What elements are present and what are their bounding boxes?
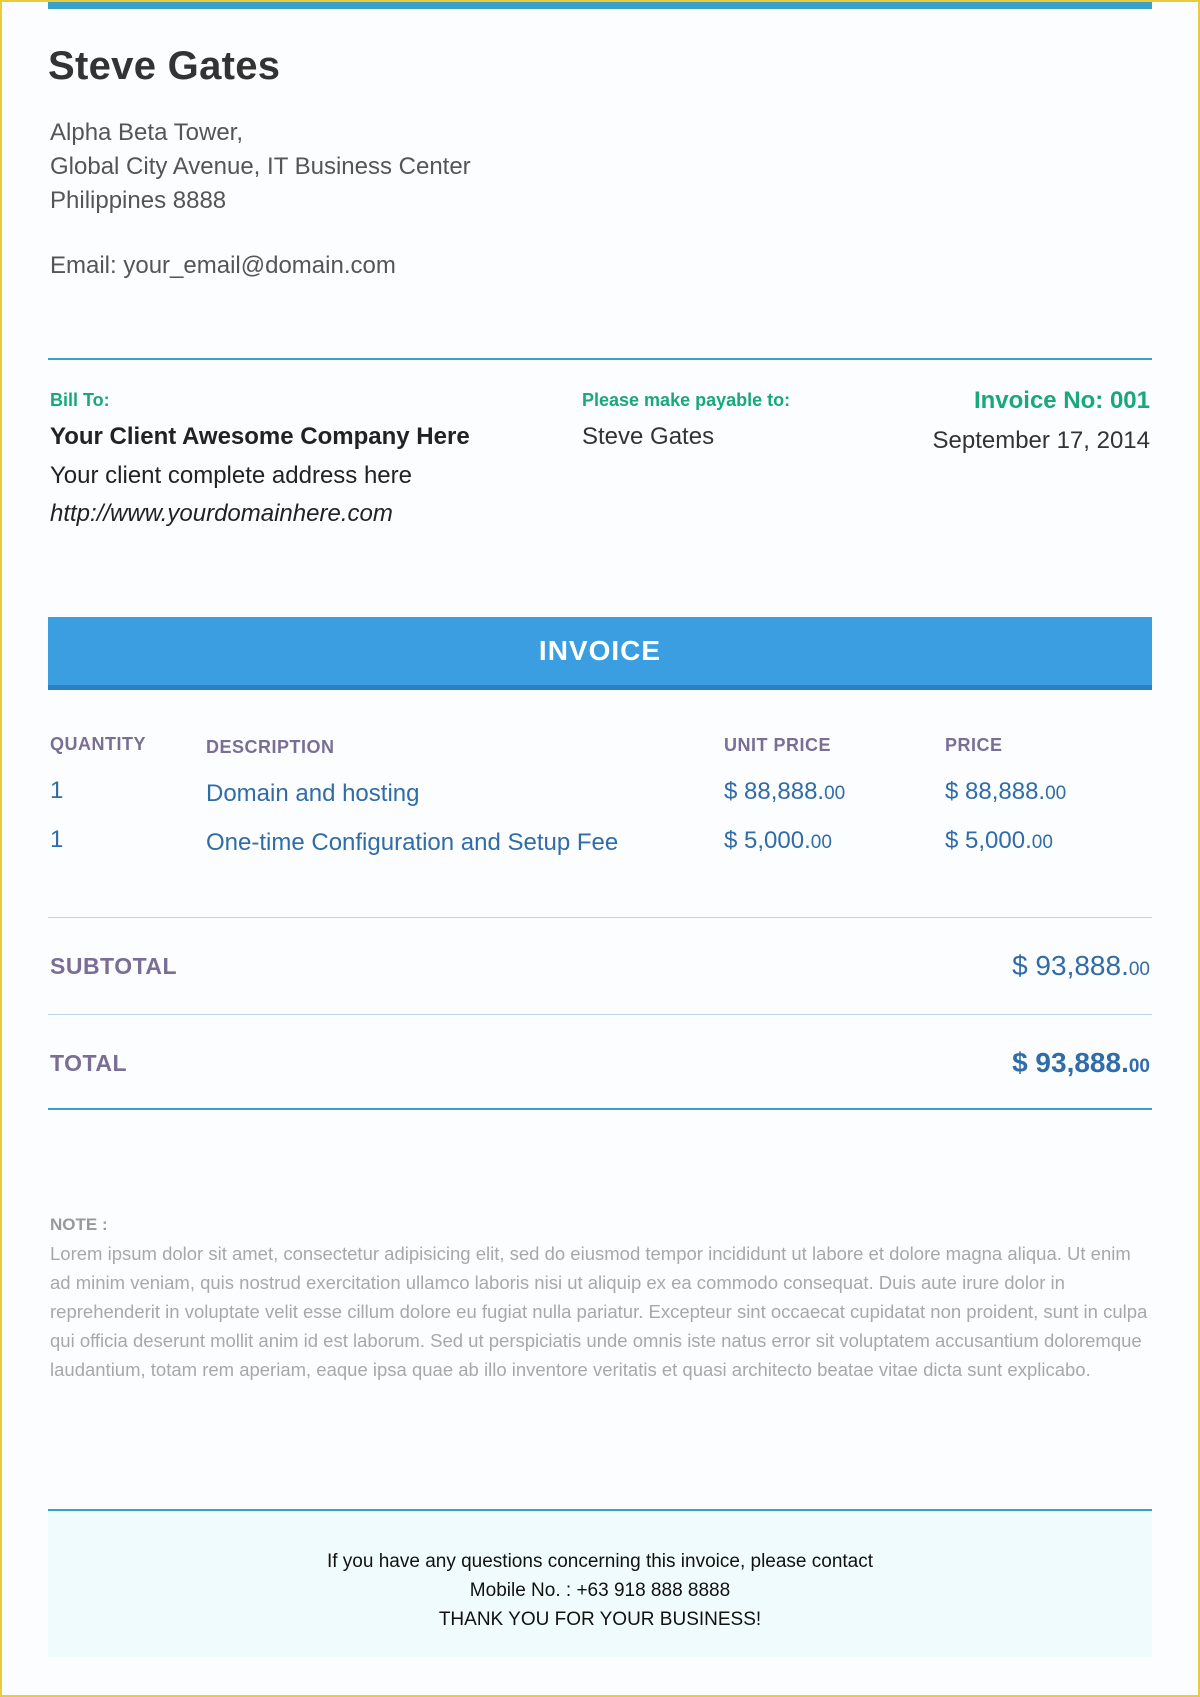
top-accent-bar [48, 2, 1152, 9]
bill-to-url[interactable]: http://www.yourdomainhere.com [50, 500, 393, 527]
payable-to-label: Please make payable to: [582, 390, 791, 410]
total-label: TOTAL [50, 1050, 128, 1076]
subtotal-label: SUBTOTAL [50, 953, 178, 979]
note-label: NOTE : [50, 1215, 108, 1234]
sender-address-line: Philippines 8888 [50, 187, 227, 214]
row-unit-price: $ 5,000.00 [724, 827, 832, 854]
payable-to-name: Steve Gates [582, 423, 715, 450]
sender-address-line: Alpha Beta Tower, [50, 119, 244, 146]
column-header-price: PRICE [945, 735, 1003, 755]
bill-to-address: Your client complete address here [50, 462, 412, 489]
row-quantity: 1 [50, 777, 64, 804]
row-unit-price: $ 88,888.00 [724, 778, 846, 805]
note-text: Lorem ipsum dolor sit amet, consectetur adipisicing elit, sed do eiusmod tempor incididunt ut labore et dolore magna aliqua. Ut enim ad minim veniam, quis nostrud exercitation ullamco laboris nisi ut aliquip ex ea commodo consequat. Duis aute irure dolor in reprehenderit in voluptate velit esse cillum dolore eu fugiat nulla pariatur. Excepteur sint occaecat cupidatat non proident, sunt in culpa qui officia deserunt mollit anim id est laborum. Sed ut perspiciatis unde omnis iste natus error sit voluptatem accusantium doloremque laudantium, totam rem aperiam, eaque ipsa quae ab illo inventore veritatis et quasi architecto beatae vitae dicta sunt explicabo. [50, 1243, 1148, 1380]
row-price: $ 88,888.00 [945, 778, 1067, 805]
divider [48, 917, 1152, 918]
row-price: $ 5,000.00 [945, 827, 1053, 854]
bill-to-company: Your Client Awesome Company Here [50, 423, 470, 450]
invoice-date: September 17, 2014 [932, 427, 1150, 454]
footer-mobile: Mobile No. : +63 918 888 8888 [469, 1580, 731, 1601]
sender-address-line: Global City Avenue, IT Business Center [50, 153, 471, 180]
invoice-banner: INVOICE [48, 617, 1152, 690]
row-description: One-time Configuration and Setup Fee [206, 829, 619, 856]
sender-name: Steve Gates [48, 44, 281, 88]
sender-email: Email: your_email@domain.com [50, 252, 396, 279]
sender-address [50, 116, 471, 218]
invoice-number: Invoice No: 001 [973, 387, 1150, 414]
bill-to-label: Bill To: [50, 390, 110, 410]
column-header-description: DESCRIPTION [206, 737, 335, 757]
row-quantity: 1 [50, 826, 64, 853]
footer [48, 1509, 1152, 1657]
footer-contact-text: If you have any questions concerning this invoice, please contact [326, 1551, 874, 1572]
divider [48, 358, 1152, 360]
footer-thanks: THANK YOU FOR YOUR BUSINESS! [438, 1609, 762, 1630]
column-header-unit-price: UNIT PRICE [724, 735, 832, 755]
row-description: Domain and hosting [206, 780, 420, 807]
divider [48, 1014, 1152, 1015]
subtotal-value: $ 93,888.00 [1012, 950, 1150, 981]
divider [48, 1108, 1152, 1110]
total-value: $ 93,888.00 [1012, 1047, 1150, 1078]
column-header-quantity: QUANTITY [50, 734, 146, 754]
